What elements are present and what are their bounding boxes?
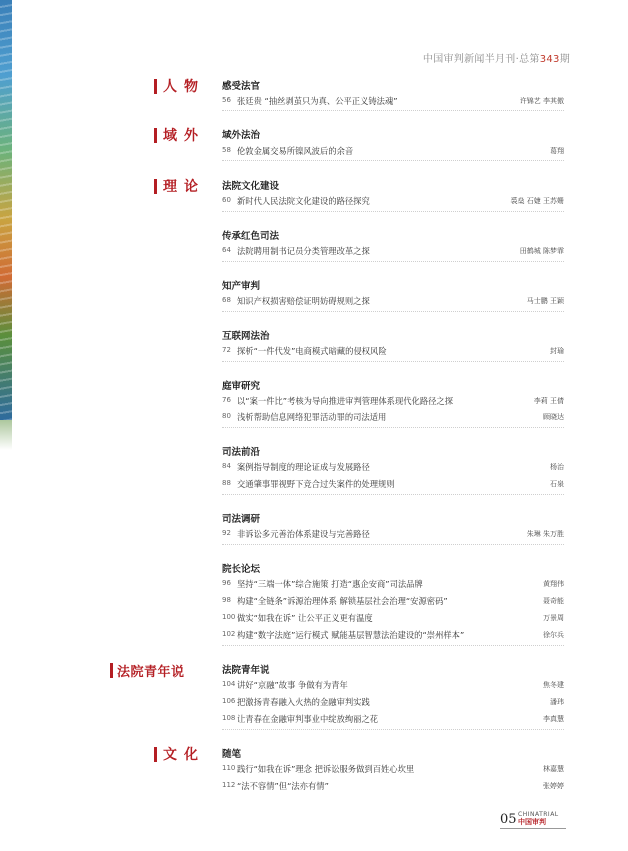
page-number: 102 [222,630,236,638]
article-title: 交通肇事罪视野下竞合过失案件的处理规则 [237,479,395,489]
page-number: 76 [222,396,231,404]
category-marker [110,663,113,678]
article-title: 坚持“三端一体”综合施策 打造“惠企安商”司法品牌 [237,579,423,589]
issue-number: 343 [539,54,560,65]
article-title: 张廷贵 “抽丝剥茧只为真、公平正义铸法魂” [237,96,398,106]
divider [222,160,564,161]
toc-item[interactable] [222,578,564,590]
article-title: 法院聘用制书记员分类管理改革之探 [237,246,370,256]
page-number: 98 [222,596,231,604]
article-title: 知识产权损害赔偿证明妨碍规则之探 [237,296,370,306]
page-number: 110 [222,764,236,772]
article-author: 李莉 王倩 [533,397,564,405]
article-title: 新时代人民法院文化建设的路径探究 [237,196,370,206]
page-number: 68 [222,296,231,304]
divider [222,645,564,646]
toc-item[interactable] [222,145,564,157]
toc-item[interactable] [222,478,564,490]
issue-suffix: 期 [559,54,570,65]
footer-rule [500,828,566,829]
toc-item[interactable] [222,696,564,708]
page-number: 108 [222,714,236,722]
toc-item[interactable] [222,679,564,691]
magazine-logo [518,811,559,827]
article-author: 石泉 [550,480,564,488]
toc-item[interactable] [222,528,564,540]
page-number: 88 [222,479,231,487]
article-title: 伦敦金属交易所镍风波后的余音 [237,146,354,156]
toc-item[interactable] [222,595,564,607]
article-title: 非诉讼多元善治体系建设与完善路径 [237,529,370,539]
toc-item[interactable] [222,612,564,624]
section-title: 随笔 [222,749,242,760]
article-author: 李真慧 [543,715,564,723]
divider [222,261,564,262]
toc-item[interactable] [222,245,564,257]
page-number: 112 [222,781,236,789]
cover-artwork-strip [0,0,12,420]
article-author: 许锦艺 李其傲 [519,97,564,105]
divider [222,311,564,312]
toc-item[interactable] [222,629,564,641]
divider [222,110,564,111]
section-title: 互联网法治 [222,331,270,342]
article-title: “法不容情”但“法亦有情” [237,781,329,791]
article-author: 田鹤城 陈梦霏 [519,247,564,255]
page-number: 58 [222,146,231,154]
logo-chinese: 中国审判 [518,818,546,826]
article-author: 焦冬建 [543,681,564,689]
article-author: 朱琳 朱万胜 [526,530,564,538]
page-number: 100 [222,613,236,621]
page-number: 96 [222,579,231,587]
category-theory: 理论 [154,177,205,195]
category-culture: 文化 [154,745,205,763]
category-marker [154,747,157,762]
page-number-footer: 05 [500,812,517,827]
category-people: 人物 [154,77,205,95]
article-title: 讲好“京融”故事 争做有为青年 [237,680,348,690]
article-author: 聂奇能 [543,597,564,605]
section-title: 司法调研 [222,514,261,525]
logo-english: CHINATRIAL [518,811,559,818]
article-title: 以“案一件比”考核为导向推进审判管理体系现代化路径之探 [237,396,454,406]
toc-item[interactable] [222,195,564,207]
page-number: 84 [222,462,231,470]
toc-item[interactable] [222,395,564,407]
toc-item[interactable] [222,411,564,423]
article-author: 封瑜 [550,347,564,355]
divider [222,494,564,495]
divider [222,729,564,730]
issue-prefix: 中国审判新闻半月刊·总第 [422,54,540,65]
page-number: 104 [222,680,236,688]
category-overseas: 域外 [154,126,205,144]
article-title: 践行“如我在诉”理念 把诉讼服务做到百姓心坎里 [237,764,415,774]
section-title: 司法前沿 [222,447,261,458]
article-author: 万景周 [543,614,564,622]
article-author: 徐尔兵 [543,631,564,639]
category-court-youth: 法院青年说 [110,661,185,679]
issue-header [423,50,570,65]
toc-item[interactable] [222,295,564,307]
article-title: 把激扬青春融入火热的金融审判实践 [237,697,370,707]
section-title: 传承红色司法 [222,231,280,242]
page-number: 72 [222,346,231,354]
section-title: 庭审研究 [222,381,261,392]
category-marker [154,79,157,94]
article-author: 葛翔 [550,147,564,155]
page-number: 60 [222,196,231,204]
article-author: 黄翔伟 [543,580,564,588]
section-title: 域外法治 [222,130,261,141]
article-author: 杨治 [550,463,564,471]
section-title: 知产审判 [222,281,261,292]
article-author: 潘玮 [550,698,564,706]
article-title: 做实“如我在诉” 让公平正义更有温度 [237,613,373,623]
divider [222,544,564,545]
section-title: 感受法官 [222,81,261,92]
category-marker [154,179,157,194]
divider [222,427,564,428]
article-title: 让青春在金融审判事业中绽放绚丽之花 [237,714,379,724]
page-number: 56 [222,96,231,104]
toc-item[interactable] [222,461,564,473]
section-title: 法院文化建设 [222,181,280,192]
category-marker [154,128,157,143]
page-number: 106 [222,697,236,705]
article-author: 林嘉慧 [543,765,564,773]
article-title: 案例指导制度的理论证成与发展路径 [237,462,370,472]
article-author: 马士鹏 王颖 [526,297,564,305]
toc-item[interactable] [222,713,564,725]
article-title: 浅析帮助信息网络犯罪活动罪的司法适用 [237,412,387,422]
divider [222,361,564,362]
toc-item[interactable] [222,780,564,792]
toc-item[interactable] [222,763,564,775]
page-number: 80 [222,412,231,420]
section-title: 院长论坛 [222,564,261,575]
article-title: 构建“全链条”诉源治理体系 解锁基层社会治理“安源密码” [237,596,448,606]
toc-item[interactable] [222,345,564,357]
divider [222,211,564,212]
article-author: 顾晓达 [543,413,564,421]
toc-item[interactable] [222,95,564,107]
article-title: 探析“一件代发”电商模式暗藏的侵权风险 [237,346,387,356]
page-number: 92 [222,529,231,537]
page-number: 64 [222,246,231,254]
article-author: 裘燊 石婕 王苏姗 [510,197,564,205]
article-author: 张婷婷 [543,782,564,790]
article-title: 构建“数字法庭”运行模式 赋能基层智慧法治建设的“崇州样本” [237,630,465,640]
section-title: 法院青年说 [222,665,270,676]
